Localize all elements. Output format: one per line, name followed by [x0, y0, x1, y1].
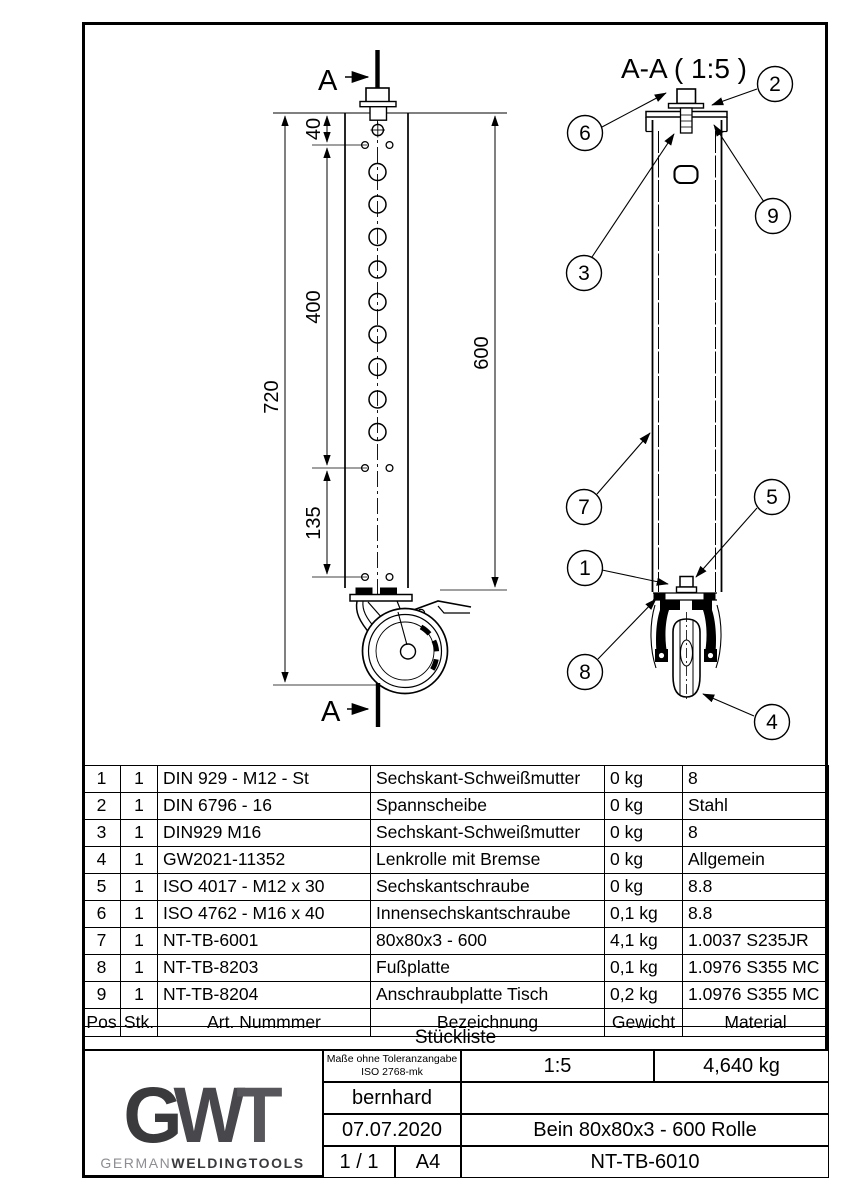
table-row: 9 1 NT-TB-8204 Anschraubplatte Tisch 0,2 kg 1.0976 S355 MC — [83, 982, 829, 1009]
caster-front-view — [651, 593, 721, 702]
title-block — [82, 1050, 829, 1178]
caster-side-view — [350, 588, 471, 694]
section-cut-labels — [318, 65, 368, 728]
tolerance-note: Maße ohne Toleranzangabe ISO 2768-mk — [323, 1050, 461, 1082]
table-row: 8 1 NT-TB-8203 Fußplatte 0,1 kg 1.0976 S355 MC — [83, 955, 829, 982]
gwt-logo: GWT — [123, 1071, 274, 1160]
parts-list-table — [82, 765, 829, 1037]
svg-text:8: 8 — [579, 661, 591, 684]
col-header-art: Art. Nummmer — [158, 1009, 371, 1037]
cut-label-top: A — [318, 65, 338, 97]
dim-600: 600 — [471, 336, 493, 370]
table-row: 1 1 DIN 929 - M12 - St Sechskant-Schweißmutter 0 kg 8 — [83, 766, 829, 793]
part-description: Bein 80x80x3 - 600 Rolle — [461, 1114, 829, 1146]
hand-slot — [675, 166, 698, 183]
table-row: 3 1 DIN929 M16 Sechskant-Schweißmutter 0 kg 8 — [83, 820, 829, 847]
svg-text:1: 1 — [579, 557, 591, 580]
col-header-material: Material — [683, 1009, 829, 1037]
section-view — [621, 53, 747, 701]
col-header-pos: Pos — [83, 1009, 121, 1037]
paper-format: A4 — [395, 1146, 461, 1178]
dim-40: 40 — [303, 117, 325, 141]
table-row: 7 1 NT-TB-6001 80x80x3 - 600 4,1 kg 1.0037 S235JR — [83, 928, 829, 955]
col-header-name: Bezeichnung — [371, 1009, 605, 1037]
table-row: 5 1 ISO 4017 - M12 x 30 Sechskantschraube 0 kg 8.8 — [83, 874, 829, 901]
author-name: bernhard — [323, 1082, 461, 1114]
dim-135: 135 — [303, 506, 325, 540]
table-row: 4 1 GW2021-11352 Lenkrolle mit Bremse 0 kg Allgemein — [83, 847, 829, 874]
table-row: 6 1 ISO 4762 - M16 x 40 Innensechskantschraube 0,1 kg 8.8 — [83, 901, 829, 928]
svg-text:2: 2 — [769, 73, 781, 96]
company-logo — [82, 1050, 323, 1178]
brand-text: GERMANWELDINGTOOLS — [100, 1155, 305, 1171]
parts-list-title: Stückliste — [82, 1026, 829, 1050]
top-bolt — [360, 50, 396, 138]
dim-400: 400 — [303, 290, 325, 324]
table-row: 2 1 DIN 6796 - 16 Spannscheibe 0 kg Stahl — [83, 793, 829, 820]
weight-value: 4,640 kg — [654, 1050, 829, 1082]
svg-text:6: 6 — [579, 122, 591, 145]
col-header-weight: Gewicht — [605, 1009, 683, 1037]
empty-field — [461, 1082, 829, 1114]
svg-text:4: 4 — [766, 711, 778, 734]
col-header-qty: Stk. — [121, 1009, 158, 1037]
scale-value: 1:5 — [461, 1050, 654, 1082]
svg-text:5: 5 — [766, 486, 778, 509]
cut-label-bottom: A — [321, 696, 341, 728]
section-title: A-A ( 1:5 ) — [620, 53, 748, 84]
part-number: NT-TB-6010 — [461, 1146, 829, 1178]
sheet-number: 1 / 1 — [323, 1146, 395, 1178]
svg-text:9: 9 — [767, 205, 779, 228]
front-view — [273, 50, 507, 727]
drawing-date: 07.07.2020 — [323, 1114, 461, 1146]
dim-720: 720 — [261, 380, 283, 414]
svg-text:3: 3 — [578, 262, 590, 285]
svg-text:7: 7 — [578, 496, 590, 519]
